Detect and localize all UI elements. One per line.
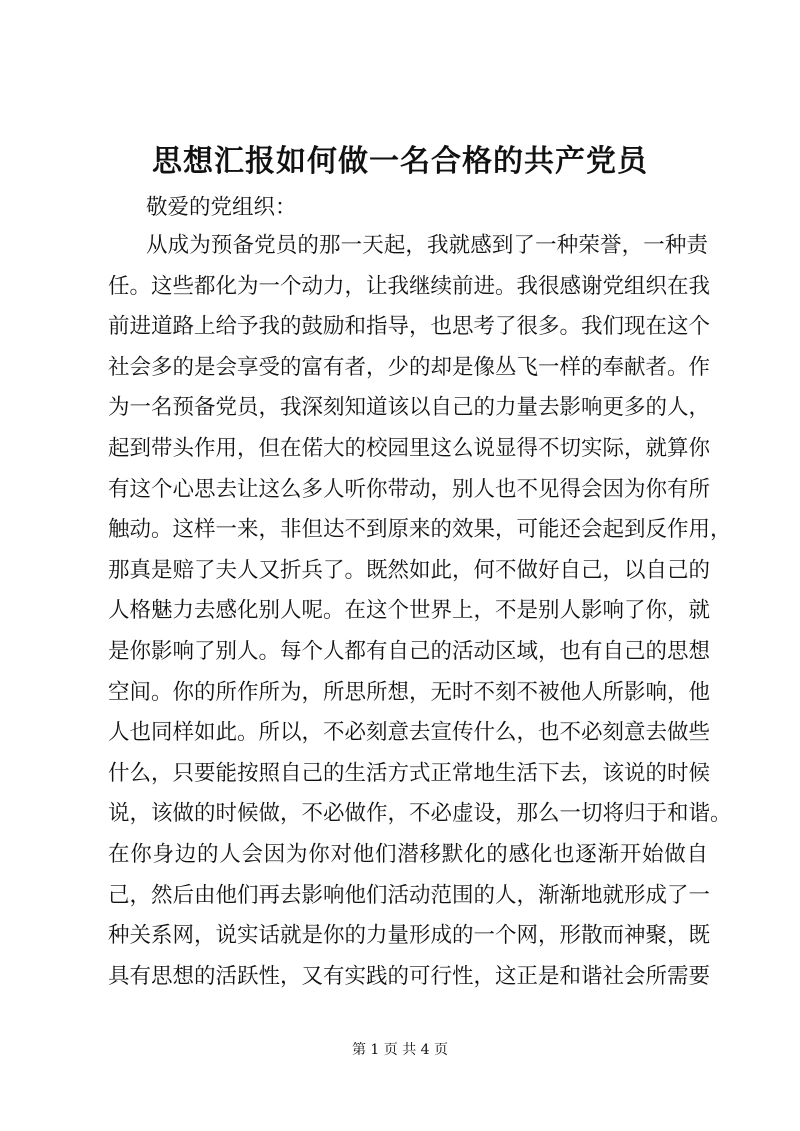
body-line: 具有思想的活跃性，又有实践的可行性，这正是和谐社会所需要	[108, 963, 711, 989]
body-line: 有这个心思去让这么多人听你带动，别人也不见得会因为你有所	[108, 476, 711, 502]
page-number-footer: 第 1 页 共 4 页	[351, 1042, 449, 1058]
body-line: 空间。你的所作所为，所思所想，无时不刻不被他人所影响，他	[108, 679, 711, 705]
body-line: 那真是赔了夫人又折兵了。既然如此，何不做好自己，以自己的	[108, 557, 711, 583]
body-line: 从成为预备党员的那一天起，我就感到了一种荣誉，一种责	[146, 233, 708, 258]
body-line: 是你影响了别人。每个人都有自己的活动区域，也有自己的思想	[108, 638, 711, 664]
body-line: 人也同样如此。所以，不必刻意去宣传什么，也不必刻意去做些	[108, 720, 711, 746]
body-line: 说，该做的时候做，不必做作，不必虚设，那么一切将归于和谐。	[108, 801, 732, 827]
body-line: 种关系网，说实话就是你的力量形成的一个网，形散而神聚，既	[108, 923, 711, 949]
salutation: 敬爱的党组织：	[146, 195, 297, 220]
body-line: 起到带头作用，但在偌大的校园里这么说显得不切实际，就算你	[108, 435, 711, 461]
body-text	[108, 226, 732, 997]
body-line: 任。这些都化为一个动力，让我继续前进。我很感谢党组织在我	[108, 273, 711, 299]
body-line: 什么，只要能按照自己的生活方式正常地生活下去，该说的时候	[108, 760, 711, 786]
body-line: 己，然后由他们再去影响他们活动范围的人，渐渐地就形成了一	[108, 882, 711, 908]
body-line: 社会多的是会享受的富有者，少的却是像丛飞一样的奉献者。作	[108, 354, 711, 380]
document-title: 思想汇报如何做一名合格的共产党员	[152, 144, 648, 179]
body-line: 前进道路上给予我的鼓励和指导，也思考了很多。我们现在这个	[108, 314, 711, 340]
body-line: 为一名预备党员，我深刻知道该以自己的力量去影响更多的人，	[108, 395, 711, 421]
body-line: 在你身边的人会因为你对他们潜移默化的感化也逐渐开始做自	[108, 841, 708, 867]
body-line: 人格魅力去感化别人呢。在这个世界上，不是别人影响了你，就	[108, 598, 711, 624]
body-line: 触动。这样一来，非但达不到原来的效果，可能还会起到反作用，	[108, 517, 732, 543]
